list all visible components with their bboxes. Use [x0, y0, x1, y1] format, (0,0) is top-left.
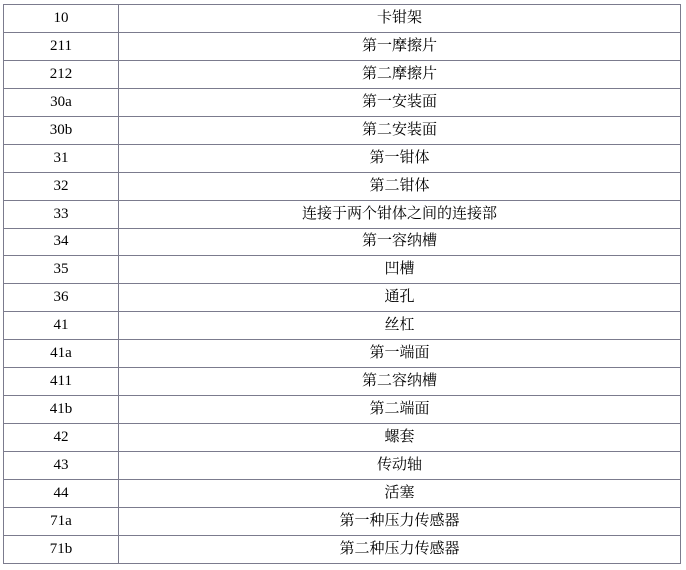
label-cell: 第一容纳槽	[119, 228, 681, 256]
label-cell: 活塞	[119, 479, 681, 507]
table-row	[4, 172, 681, 200]
table-row	[4, 5, 681, 33]
parts-reference-table	[3, 4, 681, 564]
label-cell: 卡钳架	[119, 5, 681, 33]
code-cell: 411	[4, 368, 119, 396]
code-cell: 36	[4, 284, 119, 312]
code-cell: 212	[4, 60, 119, 88]
label-cell: 连接于两个钳体之间的连接部	[119, 200, 681, 228]
code-cell: 33	[4, 200, 119, 228]
table-row	[4, 284, 681, 312]
code-cell: 211	[4, 32, 119, 60]
label-cell: 通孔	[119, 284, 681, 312]
code-cell: 71a	[4, 507, 119, 535]
table-row	[4, 507, 681, 535]
label-cell: 第二种压力传感器	[119, 535, 681, 563]
code-cell: 41b	[4, 396, 119, 424]
code-cell: 41	[4, 312, 119, 340]
table-row	[4, 60, 681, 88]
label-cell: 第一安装面	[119, 88, 681, 116]
table-row	[4, 228, 681, 256]
code-cell: 30b	[4, 116, 119, 144]
table-row	[4, 116, 681, 144]
code-cell: 10	[4, 5, 119, 33]
label-cell: 第二钳体	[119, 172, 681, 200]
code-cell: 34	[4, 228, 119, 256]
label-cell: 第二端面	[119, 396, 681, 424]
label-cell: 螺套	[119, 424, 681, 452]
label-cell: 第一种压力传感器	[119, 507, 681, 535]
code-cell: 44	[4, 479, 119, 507]
table-row	[4, 32, 681, 60]
code-cell: 42	[4, 424, 119, 452]
table-row	[4, 144, 681, 172]
table-row	[4, 452, 681, 480]
table-row	[4, 479, 681, 507]
label-cell: 传动轴	[119, 452, 681, 480]
code-cell: 71b	[4, 535, 119, 563]
label-cell: 第二摩擦片	[119, 60, 681, 88]
table-row	[4, 256, 681, 284]
label-cell: 丝杠	[119, 312, 681, 340]
table-row	[4, 424, 681, 452]
table-row	[4, 535, 681, 563]
table-body	[4, 5, 681, 564]
table-row	[4, 312, 681, 340]
code-cell: 31	[4, 144, 119, 172]
label-cell: 第一钳体	[119, 144, 681, 172]
table-row	[4, 340, 681, 368]
label-cell: 第一摩擦片	[119, 32, 681, 60]
label-cell: 第一端面	[119, 340, 681, 368]
code-cell: 35	[4, 256, 119, 284]
table-row	[4, 88, 681, 116]
table-row	[4, 200, 681, 228]
code-cell: 32	[4, 172, 119, 200]
code-cell: 30a	[4, 88, 119, 116]
label-cell: 第二容纳槽	[119, 368, 681, 396]
code-cell: 43	[4, 452, 119, 480]
table-row	[4, 368, 681, 396]
code-cell: 41a	[4, 340, 119, 368]
table-row	[4, 396, 681, 424]
label-cell: 凹槽	[119, 256, 681, 284]
label-cell: 第二安装面	[119, 116, 681, 144]
